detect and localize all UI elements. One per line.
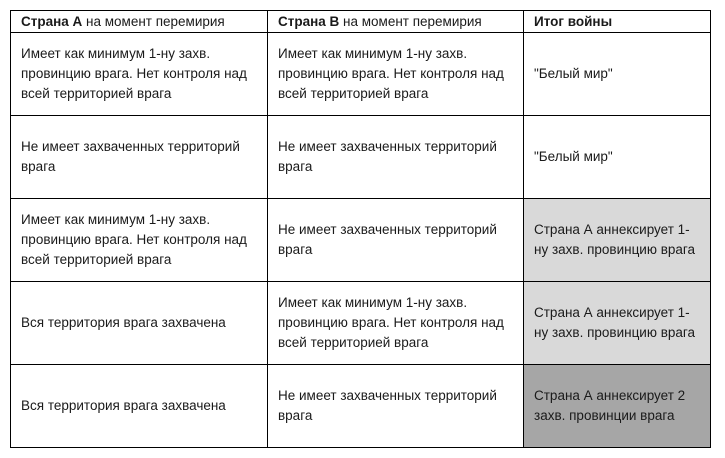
header-country-b — [268, 11, 524, 33]
header-war-result-label: Итог войны — [534, 13, 613, 29]
cell-country-a: Вся территория врага захвачена — [11, 365, 268, 448]
cell-war-result: Страна А аннексирует 2 захв. провинции врага — [524, 365, 711, 448]
header-country-a-name: Страна А — [21, 13, 83, 29]
cell-country-b: Имеет как минимум 1-ну захв. провинцию врага. Нет контроля над всей территорией врага — [268, 33, 524, 116]
cell-country-b: Имеет как минимум 1-ну захв. провинцию врага. Нет контроля над всей территорией врага — [268, 282, 524, 365]
cell-war-result: "Белый мир" — [524, 116, 711, 199]
cell-country-a: Вся территория врага захвачена — [11, 282, 268, 365]
header-country-b-name: Страна В — [278, 13, 340, 29]
cell-country-b: Не имеет захваченных территорий врага — [268, 116, 524, 199]
header-country-a-caption: на момент перемирия — [82, 13, 225, 29]
header-war-result — [524, 11, 711, 33]
table-row — [11, 33, 711, 116]
table-row — [11, 282, 711, 365]
table-row — [11, 199, 711, 282]
header-row — [11, 11, 711, 33]
cell-country-a: Имеет как минимум 1-ну захв. провинцию врага. Нет контроля над всей территорией врага — [11, 199, 268, 282]
cell-country-b: Не имеет захваченных территорий врага — [268, 365, 524, 448]
cell-war-result: Страна А аннексирует 1-ну захв. провинцию врага — [524, 199, 711, 282]
cell-country-a: Не имеет захваченных территорий врага — [11, 116, 268, 199]
table-row — [11, 116, 711, 199]
cell-war-result: "Белый мир" — [524, 33, 711, 116]
header-country-a — [11, 11, 268, 33]
war-outcome-table — [10, 10, 711, 448]
cell-country-b: Не имеет захваченных территорий врага — [268, 199, 524, 282]
header-country-b-caption: на момент перемирия — [339, 13, 482, 29]
cell-war-result: Страна А аннексирует 1-ну захв. провинцию врага — [524, 282, 711, 365]
cell-country-a: Имеет как минимум 1-ну захв. провинцию врага. Нет контроля над всей территорией врага — [11, 33, 268, 116]
table-row — [11, 365, 711, 448]
